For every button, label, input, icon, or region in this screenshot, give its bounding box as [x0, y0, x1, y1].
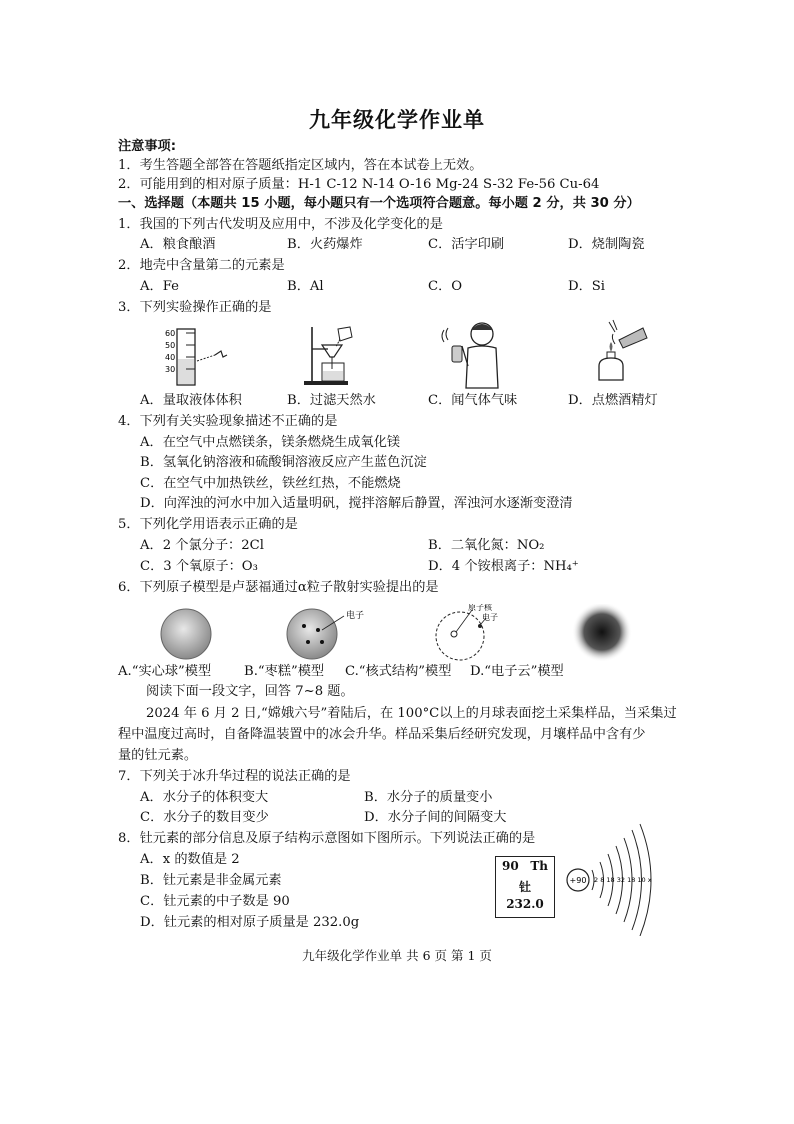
atomic-number: 90 [502, 859, 519, 873]
q4-stem: 4．下列有关实验现象描述不正确的是 [118, 414, 338, 429]
shell-electrons: 2 8 18 32 18 10 x [594, 876, 652, 884]
q2-option-a: A．Fe [140, 279, 179, 294]
smelling-gas-figure [438, 318, 508, 390]
q5-option-d: D．4 个铵根离子：NH₄⁺ [428, 559, 579, 574]
q5-stem: 5．下列化学用语表示正确的是 [118, 517, 298, 532]
q3-option-b: B．过滤天然水 [287, 393, 376, 408]
nuclear-charge: +90 [569, 876, 587, 885]
q7-stem: 7．下列关于冰升华过程的说法正确的是 [118, 769, 351, 784]
atomic-structure-diagram [562, 820, 672, 936]
electron-cloud-model [572, 604, 632, 662]
q1-option-d: D．烧制陶瓷 [568, 237, 645, 252]
q1-stem: 1．我国的下列古代发明及应用中，不涉及化学变化的是 [118, 217, 443, 232]
q2-option-b: B．Al [287, 279, 324, 294]
q7-option-c: C．水分子的数目变少 [140, 810, 269, 825]
nuclear-model [436, 612, 484, 660]
q1-option-c: C．活字印刷 [428, 237, 505, 252]
q1-option-a: A．粮食酿酒 [140, 237, 216, 252]
q8-option-b: B．钍元素是非金属元素 [140, 873, 282, 888]
reading-line-1: 2024 年 6 月 2 日,“嫦娥六号”着陆后，在 100°C以上的月球表面挖土采集样品，当采集过 [146, 706, 677, 721]
filtration-figure [300, 325, 370, 387]
q5-option-b: B．二氧化氮：NO₂ [428, 538, 545, 553]
page-title: 九年级化学作业单 [309, 108, 485, 132]
q4-option-c: C．在空气中加热铁丝，铁丝红热，不能燃烧 [140, 476, 401, 491]
tick-60: 60 [165, 329, 176, 338]
reading-line-3: 量的钍元素。 [118, 748, 198, 763]
reading-intro: 阅读下面一段文字，回答 7~8 题。 [146, 684, 354, 699]
q3-option-a: A．量取液体体积 [140, 393, 242, 408]
q8-option-a: A．x 的数值是 2 [140, 852, 240, 867]
q2-option-c: C．O [428, 279, 463, 294]
element-card [495, 856, 555, 918]
element-symbol: Th [530, 859, 548, 873]
q5-option-c: C．3 个氧原子：O₃ [140, 559, 258, 574]
solid-sphere-model [161, 609, 211, 659]
q3-stem: 3．下列实验操作正确的是 [118, 300, 272, 315]
notice-item-1: 1．考生答题全部答在答题纸指定区域内，答在本试卷上无效。 [118, 158, 483, 173]
section-heading: 一、选择题（本题共 15 小题，每小题只有一个选项符合题意。每小题 2 分，共 30 分） [118, 196, 640, 211]
tick-50: 50 [165, 341, 176, 350]
electron-label: 电子 [346, 611, 365, 621]
graduated-cylinder-figure [165, 325, 235, 387]
eye-icon [215, 351, 227, 357]
q6-option-a: A.“实心球”模型 [118, 664, 212, 679]
q5-option-a: A．2 个氯分子：2Cl [140, 538, 264, 553]
q1-option-b: B．火药爆炸 [287, 237, 363, 252]
atom-models-figure [150, 604, 670, 664]
nucleus-label: 原子核 [468, 604, 492, 612]
reading-line-2: 程中温度过高时，自备降温装置中的冰会升华。样品采集后经研究发现，月壤样品中含有少 [118, 727, 646, 742]
q6-option-b: B.“枣糕”模型 [244, 664, 325, 679]
q2-option-d: D．Si [568, 279, 606, 294]
alcohol-lamp-figure [585, 318, 655, 390]
q7-option-b: B．水分子的质量变小 [364, 790, 493, 805]
q4-option-d: D．向浑浊的河水中加入适量明矾，搅拌溶解后静置，浑浊河水逐渐变澄清 [140, 496, 573, 511]
page-footer: 九年级化学作业单 共 6 页 第 1 页 [302, 948, 492, 963]
q6-option-d: D.“电子云”模型 [470, 664, 564, 679]
element-name: 钍 [518, 880, 531, 894]
q6-stem: 6．下列原子模型是卢瑟福通过α粒子散射实验提出的是 [118, 580, 439, 595]
q4-option-b: B．氢氧化钠溶液和硫酸铜溶液反应产生蓝色沉淀 [140, 455, 427, 470]
plum-pudding-model [287, 609, 337, 659]
q8-option-c: C．钍元素的中子数是 90 [140, 894, 290, 909]
q2-stem: 2．地壳中含量第二的元素是 [118, 258, 285, 273]
q7-option-a: A．水分子的体积变大 [140, 790, 269, 805]
q8-stem: 8．钍元素的部分信息及原子结构示意图如下图所示。下列说法正确的是 [118, 831, 536, 846]
q6-option-c: C.“核式结构”模型 [345, 664, 452, 679]
q7-option-d: D．水分子间的间隔变大 [364, 810, 507, 825]
q3-option-c: C．闻气体气味 [428, 393, 518, 408]
tick-30: 30 [165, 365, 176, 374]
q8-option-d: D．钍元素的相对原子质量是 232.0g [140, 915, 360, 930]
q4-option-a: A．在空气中点燃镁条，镁条燃烧生成氧化镁 [140, 435, 401, 450]
q3-option-d: D．点燃酒精灯 [568, 393, 658, 408]
notice-item-2: 2．可能用到的相对原子质量：H-1 C-12 N-14 O-16 Mg-24 S-32 Fe-56 Cu-64 [118, 177, 600, 192]
atomic-mass: 232.0 [506, 897, 544, 911]
tick-40: 40 [165, 353, 176, 362]
electron-label-2: 电子 [482, 613, 498, 622]
notice-heading: 注意事项: [118, 139, 177, 154]
